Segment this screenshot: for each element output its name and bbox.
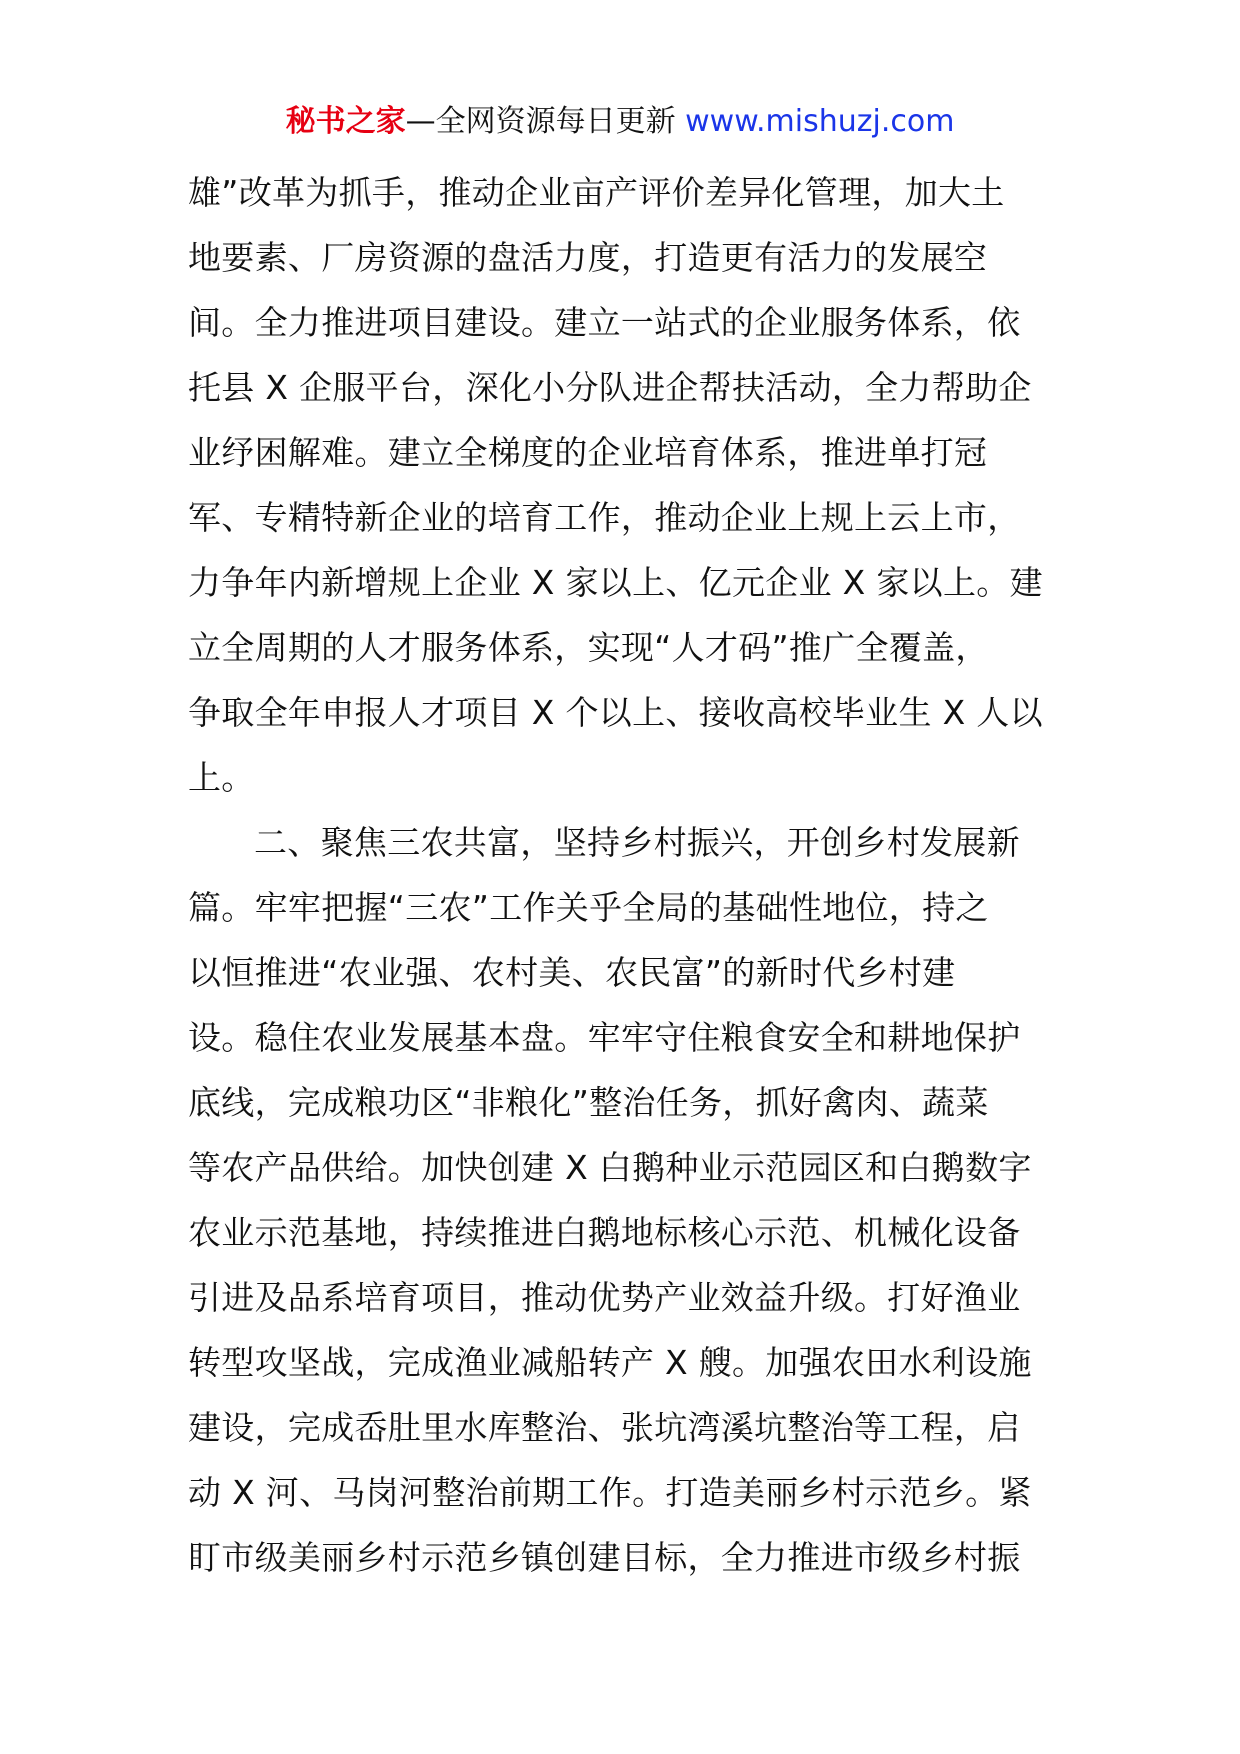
text-line: 设。稳住农业发展基本盘。牢牢守住粮食安全和耕地保护	[188, 1018, 1021, 1057]
text-line: 农业示范基地，持续推进白鹅地标核心示范、机械化设备	[188, 1213, 1021, 1252]
text-line: 力争年内新增规上企业 X 家以上、亿元企业 X 家以上。建	[188, 563, 1043, 602]
website-link[interactable]: www.mishuzj.com	[685, 104, 955, 139]
text-line: 间。全力推进项目建设。建立一站式的企业服务体系，依	[188, 303, 1021, 342]
text-line: 争取全年申报人才项目 X 个以上、接收高校毕业生 X 人以	[188, 693, 1043, 732]
page-header	[0, 100, 1240, 144]
text-line: 底线，完成粮功区“非粮化”整治任务，抓好禽肉、蔬菜	[188, 1083, 989, 1122]
document-body	[188, 160, 1058, 1590]
text-line: 上。	[188, 758, 255, 797]
text-line: 地要素、厂房资源的盘活力度，打造更有活力的发展空	[188, 238, 988, 277]
text-line: 托县 X 企服平台，深化小分队进企帮扶活动，全力帮助企	[188, 368, 1032, 407]
text-line: 转型攻坚战，完成渔业减船转产 X 艘。加强农田水利设施	[188, 1343, 1032, 1382]
text-line: 等农产品供给。加快创建 X 白鹅种业示范园区和白鹅数字	[188, 1148, 1032, 1187]
text-line: 篇。牢牢把握“三农”工作关乎全局的基础性地位，持之	[188, 888, 989, 927]
header-slogan: —全网资源每日更新	[405, 104, 676, 139]
text-line: 建设，完成岙肚里水库整治、张坑湾溪坑整治等工程，启	[188, 1408, 1021, 1447]
text-line: 动 X 河、马岗河整治前期工作。打造美丽乡村示范乡。紧	[188, 1473, 1032, 1512]
text-line: 以恒推进“农业强、农村美、农民富”的新时代乡村建	[188, 953, 956, 992]
section-heading-line: 二、聚焦三农共富，坚持乡村振兴，开创乡村发展新	[254, 823, 1020, 862]
text-line: 雄”改革为抓手，推动企业亩产评价差异化管理，加大土	[188, 173, 1005, 212]
text-line: 业纾困解难。建立全梯度的企业培育体系，推进单打冠	[188, 433, 988, 472]
text-line: 军、专精特新企业的培育工作，推动企业上规上云上市，	[188, 498, 1021, 537]
text-line: 引进及品系培育项目，推动优势产业效益升级。打好渔业	[188, 1278, 1021, 1317]
brand-name: 秘书之家	[285, 104, 406, 139]
text-line: 盯市级美丽乡村示范乡镇创建目标，全力推进市级乡村振	[188, 1538, 1021, 1577]
text-line: 立全周期的人才服务体系，实现“人才码”推广全覆盖，	[188, 628, 989, 667]
